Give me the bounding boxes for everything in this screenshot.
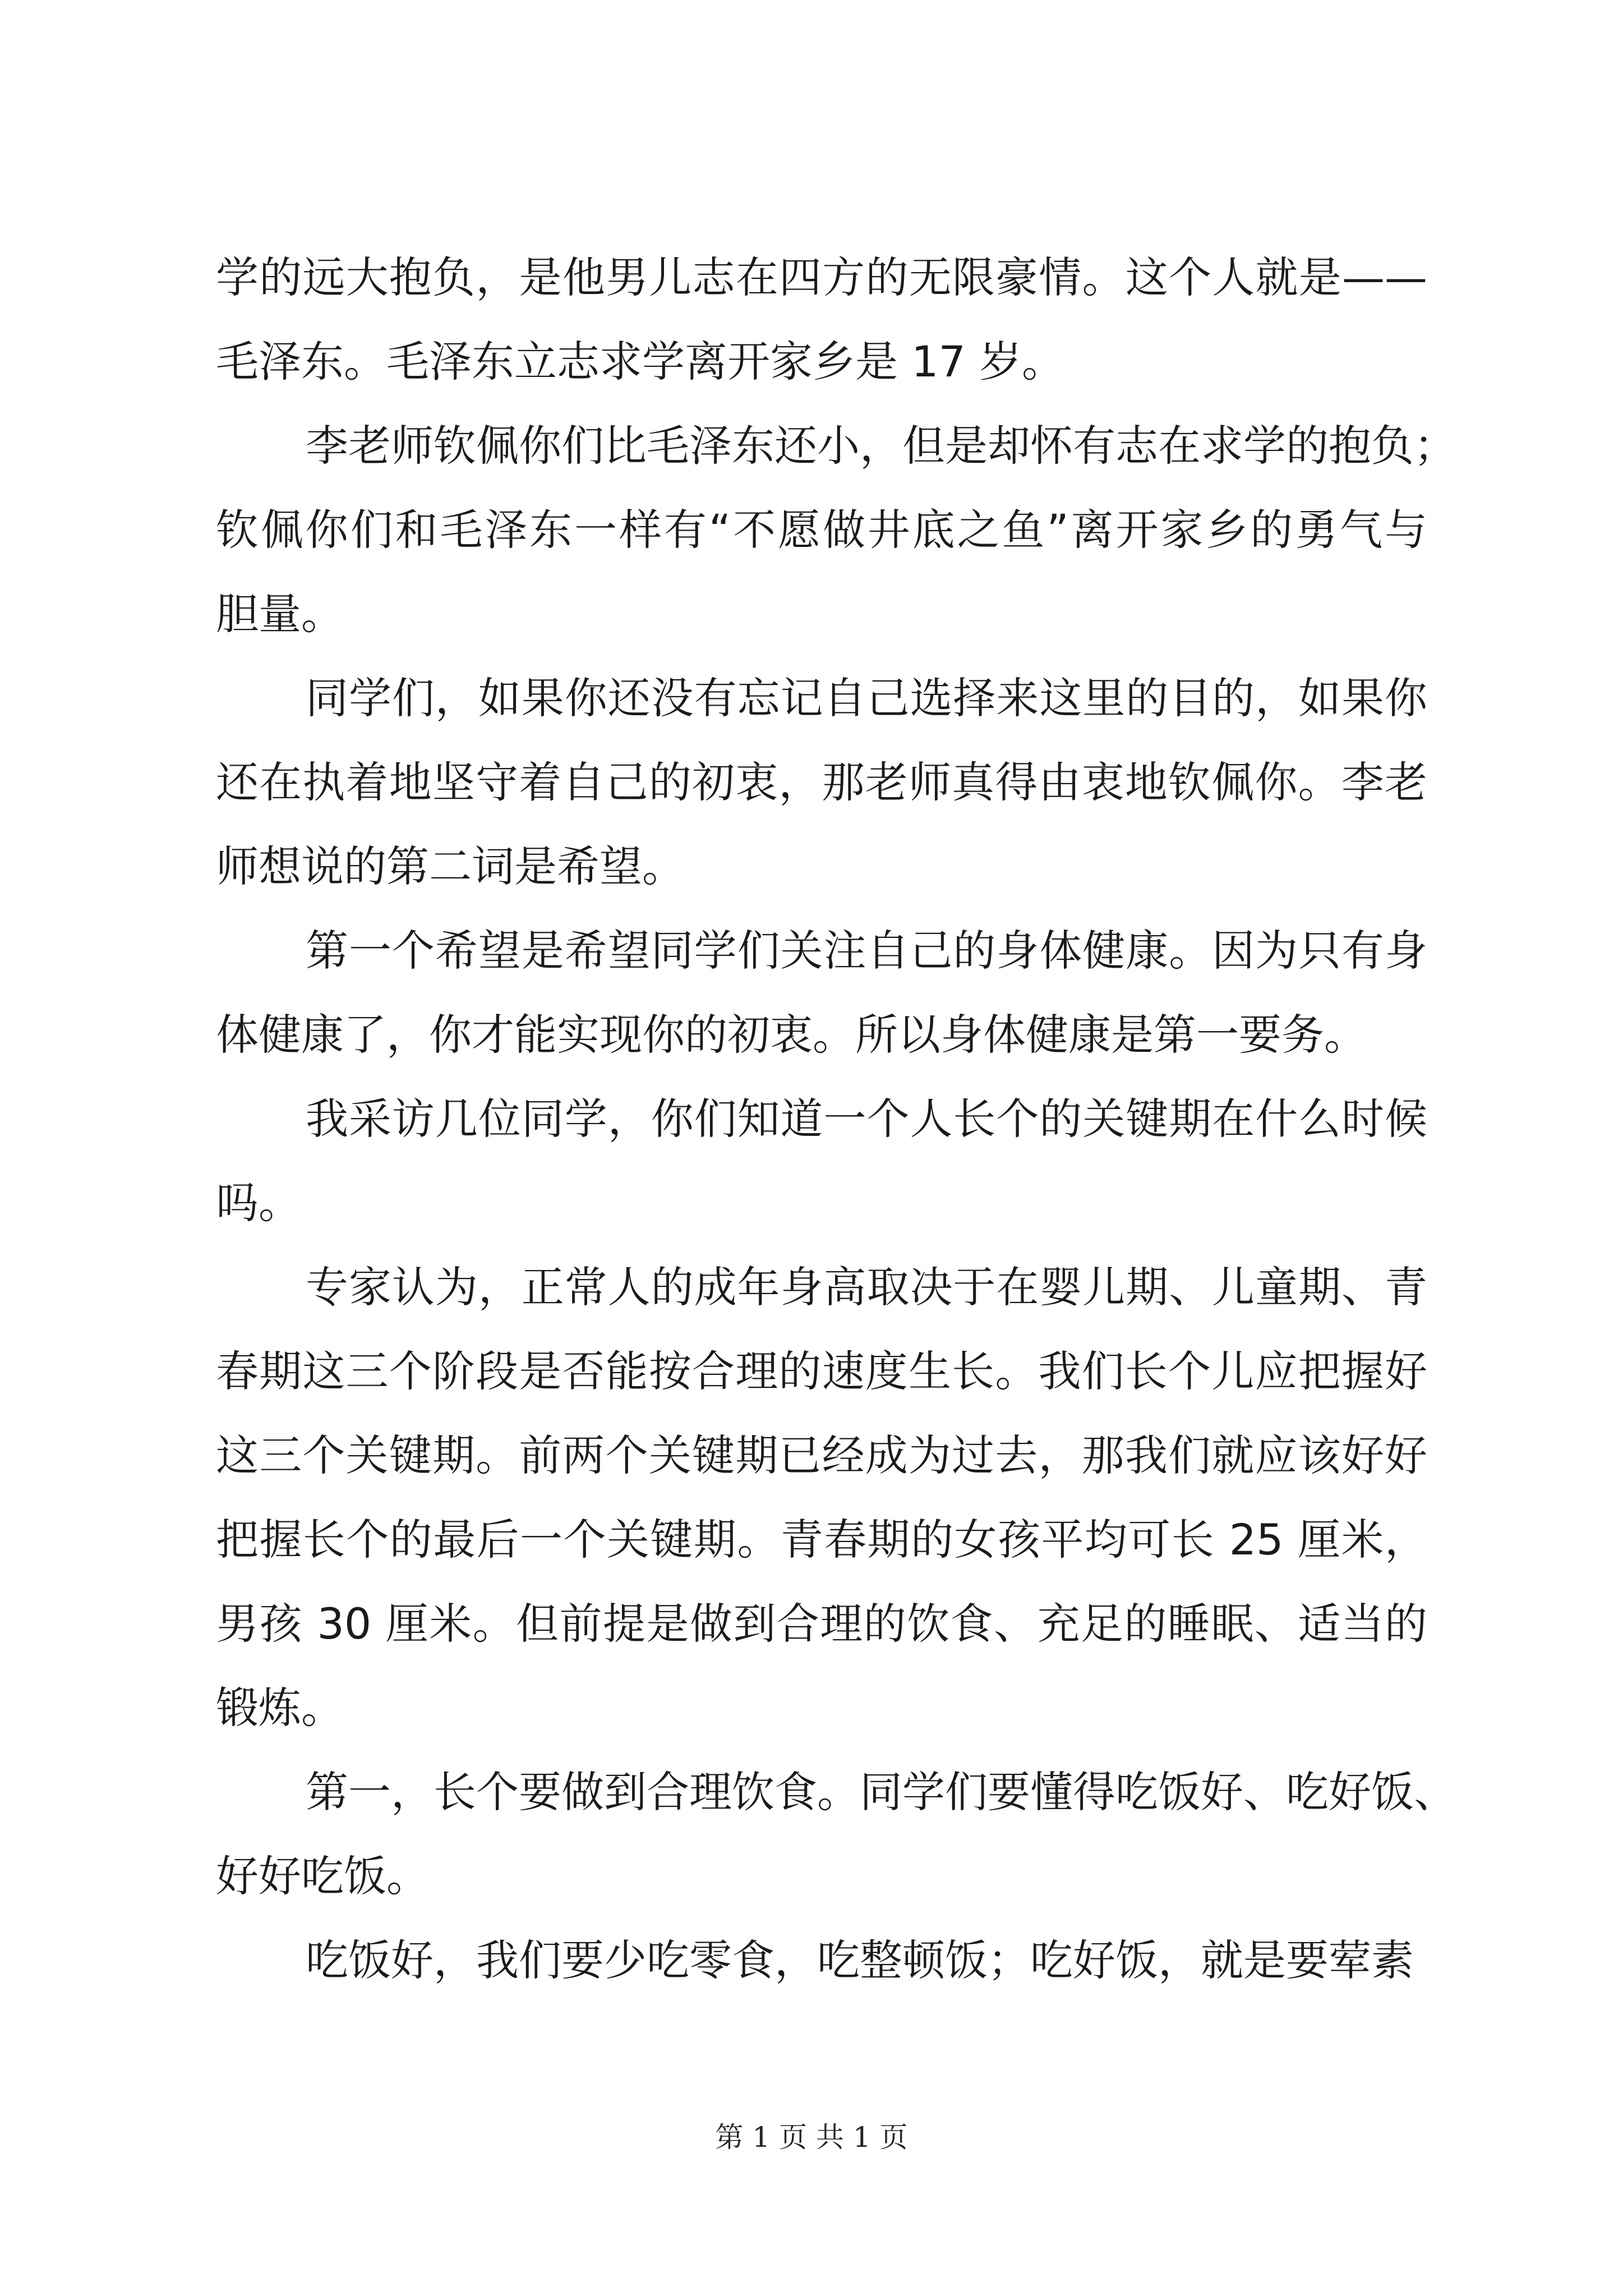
text-line: 体健康了，你才能实现你的初衷。所以身体健康是第一要务。 <box>216 1010 1367 1060</box>
paragraph <box>216 656 1427 909</box>
text-line: 第一个希望是希望同学们关注自己的身体健康。因为只有身 <box>306 926 1427 976</box>
text-line: 钦佩你们和毛泽东一样有“不愿做井底之鱼”离开家乡的勇气与 <box>216 505 1427 555</box>
text-line: 好好吃饭。 <box>216 1851 429 1901</box>
paragraph <box>216 909 1427 1077</box>
text-line: 专家认为，正常人的成年身高取决于在婴儿期、儿童期、青 <box>306 1262 1427 1312</box>
text-line: 吗。 <box>216 1178 301 1228</box>
text-line: 学的远大抱负，是他男儿志在四方的无限豪情。这个人就是—— <box>216 252 1427 302</box>
text-line: 这三个关键期。前两个关键期已经成为过去，那我们就应该好好 <box>216 1430 1427 1480</box>
text-line: 李老师钦佩你们比毛泽东还小，但是却怀有志在求学的抱负； <box>306 421 1456 471</box>
text-line: 胆量。 <box>216 589 344 639</box>
body-text <box>216 236 1456 2003</box>
text-line: 把握长个的最后一个关键期。青春期的女孩平均可长 25 厘米， <box>216 1515 1427 1565</box>
text-line: 春期这三个阶段是否能按合理的速度生长。我们长个儿应把握好 <box>216 1346 1427 1396</box>
paragraph <box>216 236 1427 404</box>
paragraph <box>216 1077 1427 1245</box>
paragraph <box>216 404 1456 656</box>
text-line: 男孩 30 厘米。但前提是做到合理的饮食、充足的睡眠、适当的 <box>216 1599 1427 1649</box>
page-footer: 第 1 页 共 1 页 <box>715 2121 908 2154</box>
paragraph <box>216 1918 1427 2003</box>
text-line: 第一，长个要做到合理饮食。同学们要懂得吃饭好、吃好饭、 <box>306 1767 1456 1817</box>
text-line: 吃饭好，我们要少吃零食，吃整顿饭；吃好饭，就是要荤素 <box>306 1935 1414 1985</box>
text-line: 锻炼。 <box>216 1683 344 1733</box>
paragraph <box>216 1750 1456 1918</box>
text-line: 毛泽东。毛泽东立志求学离开家乡是 17 岁。 <box>216 337 1065 386</box>
text-line: 还在执着地坚守着自己的初衷，那老师真得由衷地钦佩你。李老 <box>216 757 1427 807</box>
text-line: 同学们，如果你还没有忘记自己选择来这里的目的，如果你 <box>306 673 1427 723</box>
paragraph <box>216 1245 1427 1750</box>
text-line: 师想说的第二词是希望。 <box>216 841 685 891</box>
text-line: 我采访几位同学，你们知道一个人长个的关键期在什么时候 <box>306 1094 1427 1144</box>
